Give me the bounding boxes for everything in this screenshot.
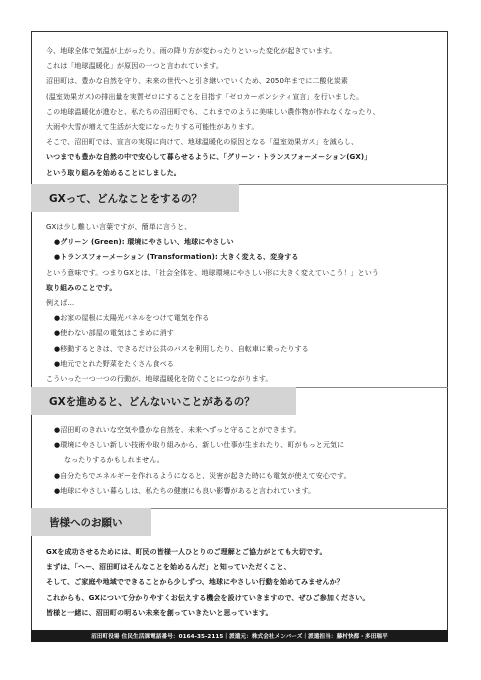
- list-item: ●地球にやさしい暮らしは、私たちの健康にも良い影響があると言われています。: [54, 486, 316, 495]
- intro-line: (温室効果ガス)の排出量を実質ゼロにすることを目指す「ゼロカーボンシティ宣言」を行いました。: [46, 92, 364, 101]
- body-line: GXを成功させるためには、町民の皆様一人ひとりのご理解とご協力がとても大切です。: [46, 548, 327, 556]
- body-line: これからも、GXについて分かりやすくお伝えする機会を設けていきますので、ぜひご参加ください。: [46, 593, 370, 602]
- section-body-what-is-gx: [46, 220, 438, 387]
- list-item: ●トランスフォーメーション (Transformation): 大きく変える、変身する: [54, 253, 299, 262]
- contact-footer: 沼田町役場 住民生活課電話番号：0164-35-2115｜派遣元：株式会社メンバーズ｜派遣担当：藤村快都・多田瑞平: [31, 630, 448, 642]
- list-item: ●自分たちでエネルギーを作れるようになると、災害が起きた時にも電気が使えて安心です。: [54, 471, 351, 480]
- intro-line: この地球温暖化が進むと、私たちの沼田町でも、これまでのように美味しい農作物が作れなくなったり、: [46, 107, 380, 116]
- section-body-request: [46, 545, 438, 621]
- divider: [239, 184, 448, 185]
- section-heading-benefits: [31, 387, 448, 415]
- divider: [151, 508, 448, 509]
- intro-line: これは「地球温暖化」が原因の一つと言われています。: [46, 62, 223, 71]
- body-line: まずは、「へー、沼田町はそんなことを始めるんだ」と知っていただくこと、: [46, 563, 291, 572]
- intro-line: という取り組みを始めることにしました。: [46, 168, 181, 177]
- list-item: ●使わない部屋の電気はこまめに消す: [54, 329, 174, 338]
- body-line: GXは少し難しい言葉ですが、簡単に言うと、: [46, 223, 192, 231]
- body-line: こういった一つ一つの行動が、地球温暖化を防ぐことにつながります。: [46, 375, 273, 384]
- body-line: 例えば…: [46, 299, 75, 308]
- list-item: ●環境にやさしい新しい技術や取り組みから、新しい仕事が生まれたり、町がもっと元気に: [54, 441, 345, 450]
- section-title: 皆様へのお願い: [31, 508, 151, 536]
- body-line: 取り組みのことです。: [46, 283, 117, 292]
- intro-line: いつまでも豊かな自然の中で安心して暮らせるように、「グリーン・トランスフォーメーション(GX)」: [46, 153, 372, 162]
- list-item: ●お家の屋根に太陽光パネルをつけて電気を作る: [54, 314, 210, 323]
- body-line: そして、ご家庭や地域でできることから少しずつ、地球にやさしい行動を始めてみませんか？: [46, 578, 344, 587]
- intro-text: [46, 44, 438, 181]
- list-item: ●グリーン (Green): 環境にやさしい、地球にやさしい: [54, 238, 234, 247]
- list-item: ●地元でとれた野菜をたくさん食べる: [54, 359, 174, 368]
- list-item: ●沼田町のきれいな空気や豊かな自然を、未来へずっと守ることができます。: [54, 426, 301, 434]
- section-body-benefits: [46, 423, 438, 499]
- intro-line: 今、地球全体で気温が上がったり、雨の降り方が変わったりといった変化が起きています。: [46, 47, 337, 55]
- divider: [296, 387, 448, 388]
- section-title: GXって、どんなことをするの？: [31, 184, 239, 212]
- section-title: GXを進めると、どんないいことがあるの？: [31, 387, 296, 415]
- list-item-continuation: なったりするかもしれません。: [64, 456, 164, 465]
- intro-line: 大雨や大雪が増えて生活が大変になったりする可能性があります。: [46, 123, 259, 132]
- body-line: という意味です。つまりGXとは、「社会全体を、地球環境にやさしい形に大きく変えていこう！」という: [46, 268, 379, 277]
- intro-line: 沼田町は、豊かな自然を守り、未来の世代へと引き継いでいくため、2050年までに二酸化炭素: [46, 77, 348, 86]
- intro-line: そこで、沼田町では、宣言の実現に向けて、地球温暖化の原因となる「温室効果ガス」を減らし、: [46, 138, 359, 147]
- section-heading-request: [31, 508, 448, 536]
- section-heading-what-is-gx: [31, 184, 448, 212]
- list-item: ●移動するときは、できるだけ公共のバスを利用したり、自転車に乗ったりする: [54, 344, 309, 353]
- body-line: 皆様と一緒に、沼田町の明るい未来を創っていきたいと思っています。: [46, 608, 273, 617]
